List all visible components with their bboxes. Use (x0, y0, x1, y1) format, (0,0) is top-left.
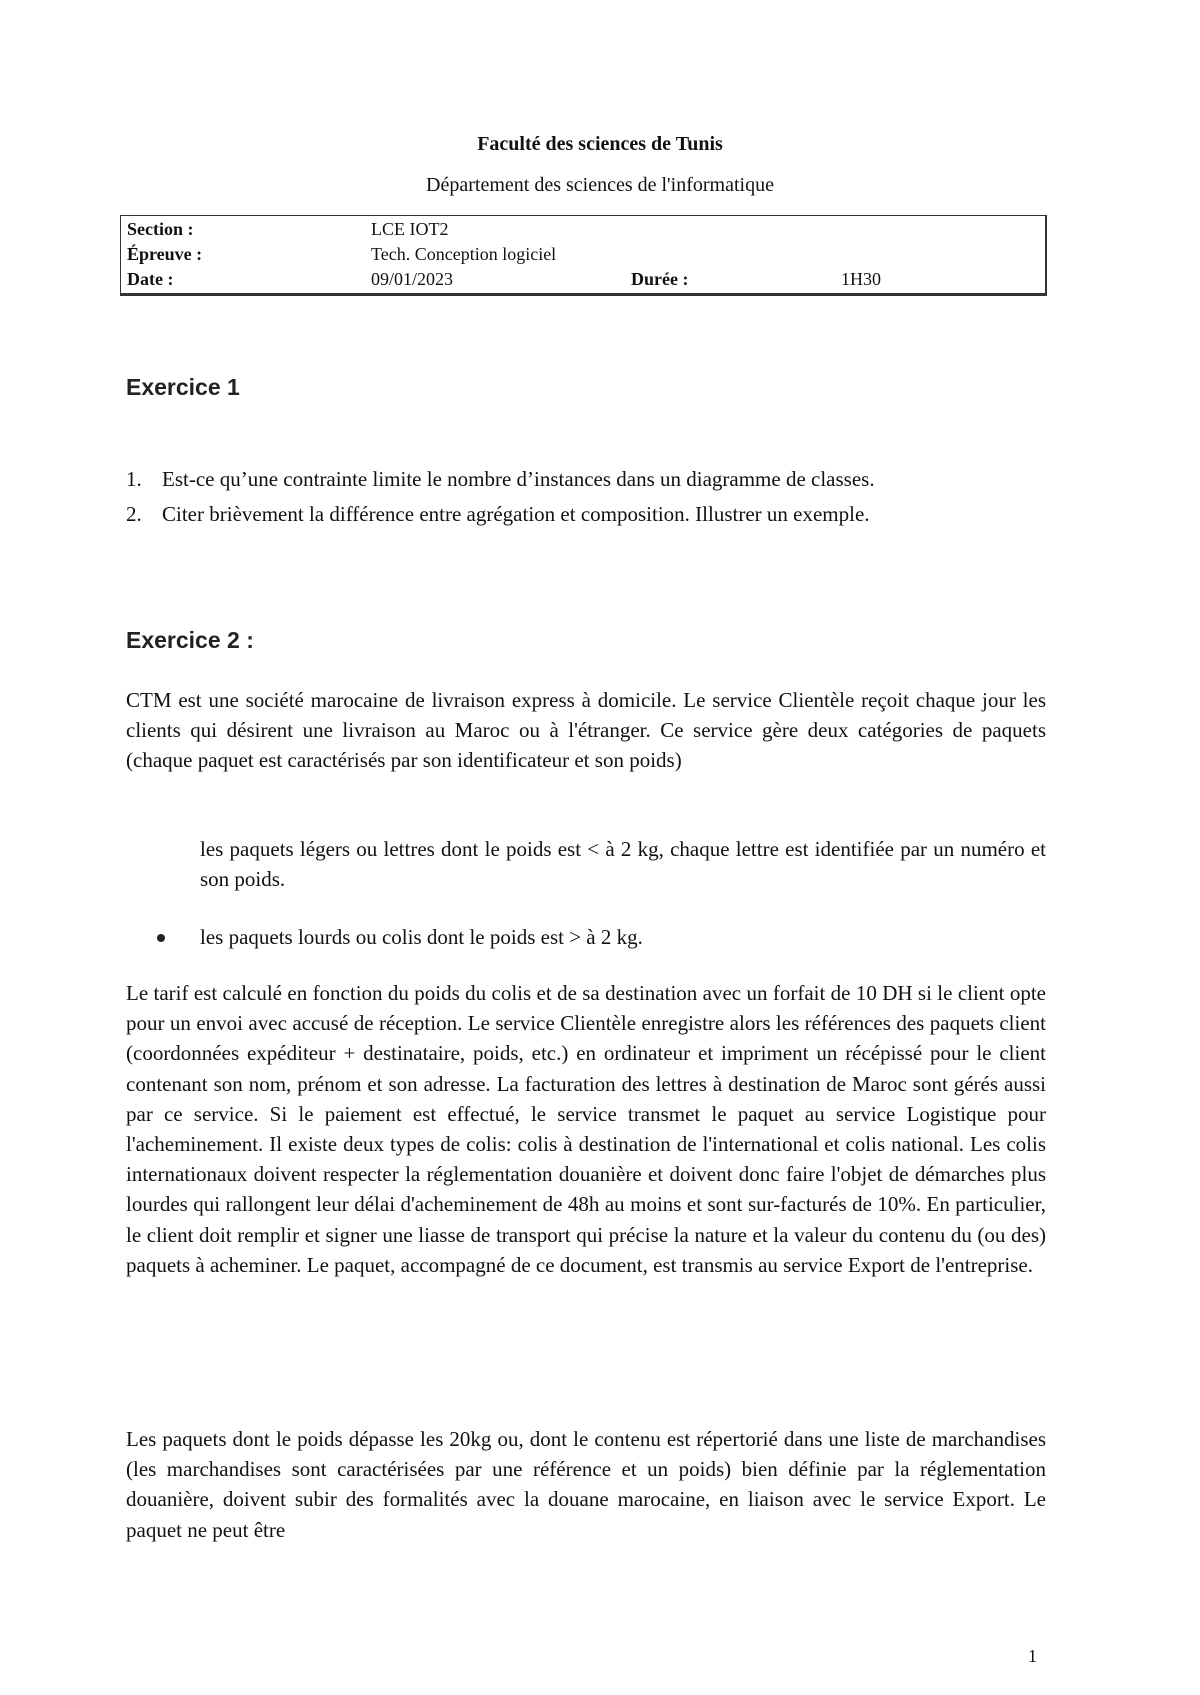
exercise2-paragraph-tarif: Le tarif est calculé en fonction du poids du colis et de sa destination avec un forfait de 10 DH si le client opte pour un envoi avec accusé de réception. Le service Clientèle enregistre alors les références des paquets client (coordonnées expéditeur + destinataire, poids, etc.) en ordinateur et impriment un récépissé pour le client contenant son nom, prénom et son adresse. La facturation des lettres à destination de Maroc sont gérés aussi par ce service. Si le paiement est effectué, le service transmet le paquet au service Logistique pour l'acheminement. Il existe deux types de colis: colis à destination de l'international et colis national. Les colis internationaux doivent respecter la réglementation douanière et doivent donc faire l'objet de démarches plus lourdes qui rallongent leur délai d'acheminement de 48h au moins et sont sur-facturés de 10%. En particulier, le client doit remplir et signer une liasse de transport qui précise la nature et la valeur du contenu du (ou des) paquets à acheminer. Le paquet, accompagné de ce document, est transmis au service Export de l'entreprise. (126, 981, 1046, 1277)
question-item (126, 498, 1046, 531)
exercise2-title: Exercice 2 : (126, 627, 254, 653)
section-label: Section : (127, 219, 194, 239)
question-number: 2. (126, 502, 142, 526)
duree-label: Durée : (631, 269, 689, 289)
date-value: 09/01/2023 (371, 269, 454, 289)
date-label: Date : (127, 269, 174, 289)
info-row-section (121, 219, 1045, 244)
page-number: 1 (1028, 1646, 1037, 1666)
question-text: Est-ce qu’une contrainte limite le nombre d’instances dans un diagramme de classes. (162, 467, 875, 491)
section-value: LCE IOT2 (371, 219, 449, 239)
department-title: Département des sciences de l'informatique (426, 174, 774, 196)
question-number: 1. (126, 467, 142, 491)
info-row-date (121, 269, 1045, 294)
question-text: Citer brièvement la différence entre agrégation et composition. Illustrer un exemple. (162, 502, 870, 526)
exam-info-box (120, 215, 1047, 296)
bullet-item-heavy-packages: les paquets lourds ou colis dont le poids est > à 2 kg. (200, 925, 643, 949)
epreuve-value: Tech. Conception logiciel (371, 244, 557, 264)
exercise1-questions (126, 463, 1046, 533)
bullet-icon (157, 934, 165, 942)
exercise2-paragraph-douane: Les paquets dont le poids dépasse les 20kg ou, dont le contenu est répertorié dans une liste de marchandises (les marchandises sont caractérisées par une référence et un poids) bien définie par la réglementation douanière, doivent subir des formalités avec la douane marocaine, en liaison avec le service Export. Le paquet ne peut être (126, 1427, 1046, 1542)
question-item (126, 463, 1046, 496)
exercise1-title: Exercice 1 (126, 374, 240, 400)
duree-value: 1H30 (841, 269, 881, 289)
bullet-item-light-packages: les paquets légers ou lettres dont le poids est < à 2 kg, chaque lettre est identifiée par un numéro et son poids. (200, 837, 1046, 891)
info-row-epreuve (121, 244, 1045, 269)
faculty-title: Faculté des sciences de Tunis (477, 133, 723, 155)
exercise2-intro: CTM est une société marocaine de livraison express à domicile. Le service Clientèle reçoit chaque jour les clients qui désirent une livraison au Maroc ou à l'étranger. Ce service gère deux catégories de paquets (chaque paquet est caractérisés par son identificateur et son poids) (126, 688, 1046, 773)
epreuve-label: Épreuve : (127, 244, 203, 264)
